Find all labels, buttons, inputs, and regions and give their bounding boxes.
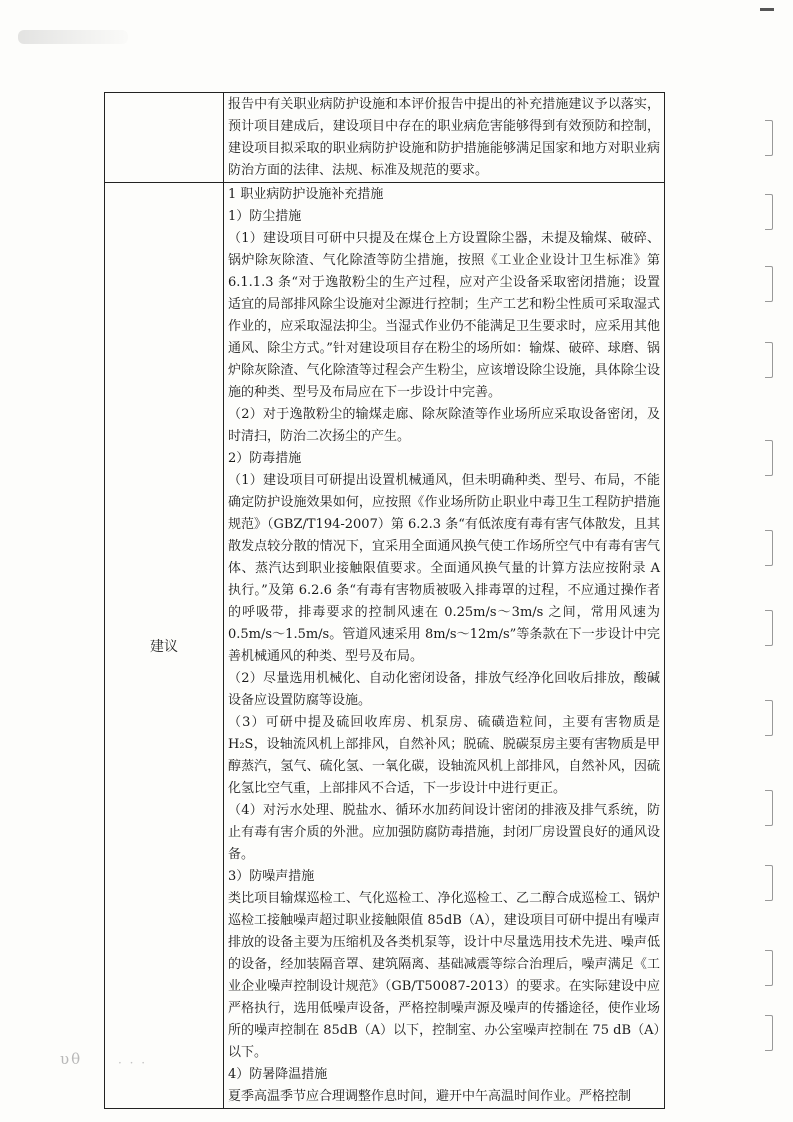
row1-text-cell bbox=[224, 93, 665, 183]
subheading-dust: 1）防尘措施 bbox=[228, 209, 302, 224]
table-row-suggestion bbox=[105, 183, 665, 1109]
dust-item-1: （1）建设项目可研中只提及在煤仓上方设置除尘器，未提及输煤、破碎、锅炉除灰除渣、气化除渣等防尘措施，按照《工业企业设计卫生标准》第 6.1.1.3 条“对于逸散粉尘的生产过程，应对产尘设备采取密闭措施；设置适宜的局部排风除尘设施对尘源进行控制；生产工艺和粉尘性质可采取湿式作业的，应采取湿法抑尘。当湿式作业仍不能满足卫生要求时，应采用其他通风、除尘方式。”针对建设项目存在粉尘的场所如：输煤、破碎、球磨、锅炉除灰除渣、气化除渣等过程会产生粉尘，应该增设除尘设施，具体除尘设施的种类、型号及布局应在下一步设计中完善。 bbox=[228, 231, 660, 400]
subheading-heat: 4）防暑降温措施 bbox=[228, 1067, 328, 1082]
section-heading-1: 1 职业病防护设施补充措施 bbox=[228, 187, 384, 202]
recommendation-table bbox=[104, 92, 665, 1109]
subheading-noise: 3）防噪声措施 bbox=[228, 869, 315, 884]
dust-item-2: （2）对于逸散粉尘的输煤走廊、除灰除渣等作业场所应采取设备密闭，及时清扫，防治二次扬尘的产生。 bbox=[228, 407, 660, 444]
binding-edge-marks bbox=[765, 110, 775, 1060]
scan-corner-mark bbox=[760, 8, 774, 11]
table-row-conclusion bbox=[105, 93, 665, 183]
scan-smudge bbox=[18, 30, 128, 44]
toxic-item-4: （4）对污水处理、脱盐水、循环水加药间设计密闭的排液及排气系统，防止有毒有害介质的外泄。应加强防腐防毒措施，封闭厂房设置良好的通风设备。 bbox=[228, 803, 660, 862]
suggestion-text-cell bbox=[224, 183, 665, 1109]
suggestion-label: 建议 bbox=[105, 183, 224, 1109]
heat-paragraph: 夏季高温季节应合理调整作息时间，避开中午高温时间作业。严格控制 bbox=[228, 1089, 632, 1104]
subheading-toxic: 2）防毒措施 bbox=[228, 451, 302, 466]
toxic-item-1: （1）建设项目可研提出设置机械通风，但未明确种类、型号、布局，不能确定防护设施效果如何，应按照《作业场所防止职业中毒卫生工程防护措施规范》（GBZ/T194-2007）第 6.2.3 条“有低浓度有毒有害气体散发，且其散发点较分散的情况下，宜采用全面通风换气使工作场所空气中有毒有害气体、蒸汽达到职业接触限值要求。全面通风换气量的计算方法应按附录 A 执行。”及第 6.2.6 条“有毒有害物质被吸入排毒罩的过程，不应通过操作者的呼吸带，排毒要求的控制风速在 0.25m/s～3m/s 之间，常用风速为 0.5m/s～1.5m/s。管道风速采用 8m/s～12m/s”等条款在下一步设计中完善机械通风的种类、型号及布局。 bbox=[228, 473, 660, 664]
footer-scribble: υθ bbox=[60, 1050, 83, 1068]
noise-paragraph: 类比项目输煤巡检工、气化巡检工、净化巡检工、乙二醇合成巡检工、锅炉巡检工接触噪声超过职业接触限值 85dB（A），建设项目可研中提出有噪声排放的设备主要为压缩机及各类机泵等，设计中尽量选用技术先进、噪声低的设备，经加装隔音罩、建筑隔离、基础减震等综合治理后，噪声满足《工业企业噪声控制设计规范》（GB/T50087-2013）的要求。在实际建设中应严格执行，选用低噪声设备，严格控制噪声源及噪声的传播途径，使作业场所的噪声控制在 85dB（A）以下，控制室、办公室噪声控制在 75 dB（A）以下。 bbox=[228, 891, 660, 1060]
conclusion-paragraph: 报告中有关职业病防护设施和本评价报告中提出的补充措施建议予以落实，预计项目建成后，建设项目中存在的职业病危害能够得到有效预防和控制，建设项目拟采取的职业病防护设施和防护措施能够满足国家和地方对职业病防治方面的法律、法规、标准及规范的要求。 bbox=[228, 97, 660, 178]
footer-dots: · · · bbox=[118, 1056, 148, 1070]
row1-label-cell bbox=[105, 93, 224, 183]
toxic-item-3: （3）可研中提及硫回收库房、机泵房、硫磺造粒间，主要有害物质是 H₂S，设轴流风机上部排风，自然补风；脱硫、脱碳泵房主要有害物质是甲醇蒸汽，氢气、硫化氢、一氧化碳，设轴流风机上部排风，自然补风，因硫化氢比空气重，上部排风不合适，下一步设计中进行更正。 bbox=[228, 715, 660, 796]
toxic-item-2: （2）尽量选用机械化、自动化密闭设备，排放气经净化回收后排放，酸碱设备应设置防腐等设施。 bbox=[228, 671, 660, 708]
